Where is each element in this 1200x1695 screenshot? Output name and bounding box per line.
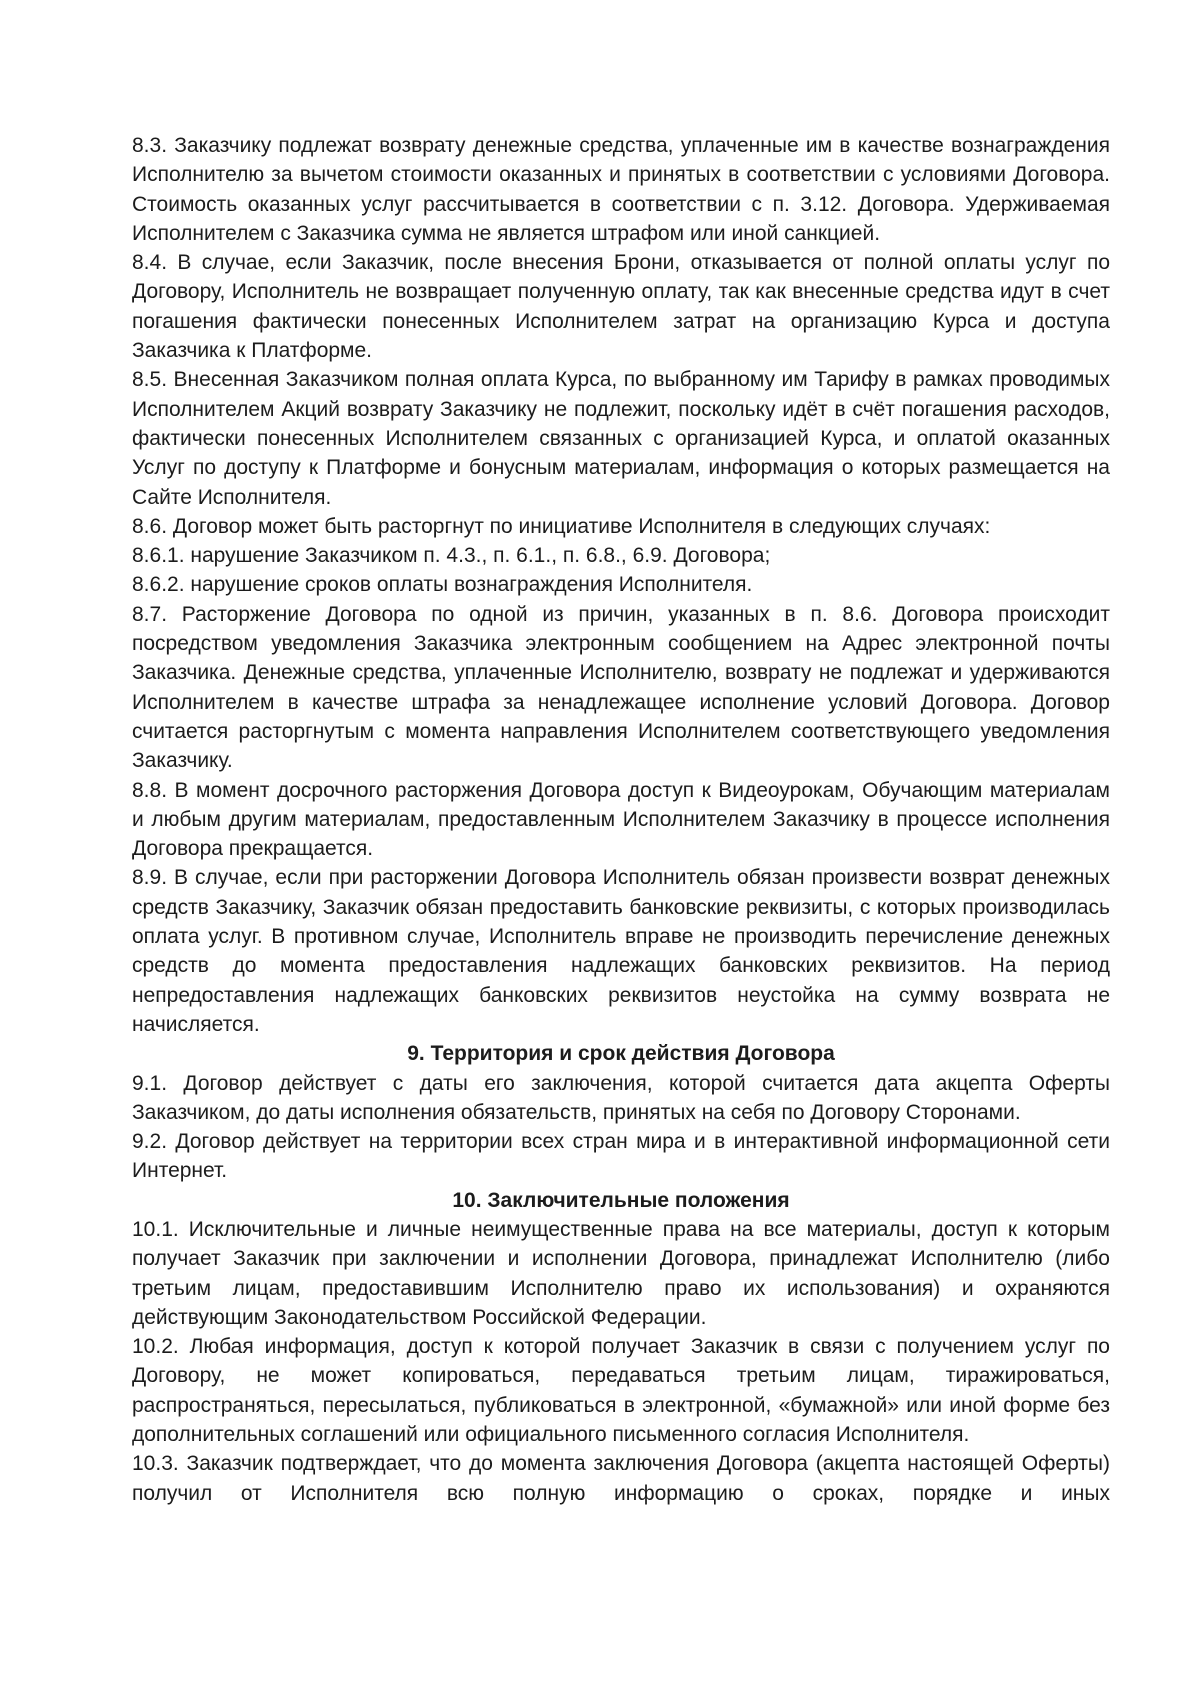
paragraph-9-2: 9.2. Договор действует на территории всех стран мира и в интерактивной информационной сети Интернет. [132,1130,1110,1183]
paragraph-8-5: 8.5. Внесенная Заказчиком полная оплата Курса, по выбранному им Тарифу в рамках проводимых Исполнителем Акций возврату Заказчику не подлежит, поскольку идёт в счёт погашения расходов, фактически понесенных Исполнителем связанных с организацией Курса, и оплатой оказанных Услуг по доступу к Платформе и бонусным материалам, информация о которых размещается на Сайте Исполнителя. [132,368,1110,509]
paragraph-8-9: 8.9. В случае, если при расторжении Договора Исполнитель обязан произвести возврат денежных средств Заказчику, Заказчик обязан предоставить банковские реквизиты, с которых производилась оплата услуг. В противном случае, Исполнитель вправе не производить перечисление денежных средств до момента предоставления надлежащих банковских реквизитов. На период непредоставления надлежащих банковских реквизитов неустойка на сумму возврата не начисляется. [132,866,1110,1036]
paragraph-10-1: 10.1. Исключительные и личные неимущественные права на все материалы, доступ к которым получает Заказчик при заключении и исполнении Договора, принадлежат Исполнителю (либо третьим лицам, предоставившим Исполнителю право их использования) и охраняются действующим Законодательством Российской Федерации. [132,1217,1110,1329]
paragraph-8-8: 8.8. В момент досрочного расторжения Договора доступ к Видеоурокам, Обучающим материалам и любым другим материалам, предоставленным Исполнителем Заказчику в процессе исполнения Договора прекращается. [132,778,1110,861]
section-heading-9: 9. Территория и срок действия Договора [407,1042,835,1066]
document-page [132,131,1110,1508]
paragraph-8-3: 8.3. Заказчику подлежат возврату денежные средства, уплаченные им в качестве вознаграждения Исполнителю за вычетом стоимости оказанных и принятых в соответствии с условиями Договора. Стоимость оказанных услуг рассчитывается в соответствии с п. 3.12. Договора. Удерживаемая Исполнителем с Заказчика сумма не является штрафом или иной санкцией. [132,134,1110,245]
paragraph-8-6-1: 8.6.1. нарушение Заказчиком п. 4.3., п. 6.1., п. 6.8., 6.9. Договора; [132,544,771,568]
paragraph-8-7: 8.7. Расторжение Договора по одной из причин, указанных в п. 8.6. Договора происходит посредством уведомления Заказчика электронным сообщением на Адрес электронной почты Заказчика. Денежные средства, уплаченные Исполнителю, возврату не подлежат и удерживаются Исполнителем в качестве штрафа за ненадлежащее исполнение условий Договора. Договор считается расторгнутым с момента направления Исполнителем соответствующего уведомления Заказчику. [132,602,1110,773]
paragraph-10-3: 10.3. Заказчик подтверждает, что до момента заключения Договора (акцепта настоящей Оферты) получил от Исполнителя всю полную информацию о сроках, порядке и иных [132,1452,1110,1505]
paragraph-8-4: 8.4. В случае, если Заказчик, после внесения Брони, отказывается от полной оплаты услуг по Договору, Исполнитель не возвращает полученную оплату, так как внесенные средства идут в счет погашения фактически понесенных Исполнителем затрат на организацию Курса и доступа Заказчика к Платформе. [132,251,1110,363]
paragraph-8-6-2: 8.6.2. нарушение сроков оплаты вознаграждения Исполнителя. [132,573,753,597]
paragraph-10-2: 10.2. Любая информация, доступ к которой получает Заказчик в связи с получением услуг по Договору, не может копироваться, передаваться третьим лицам, тиражироваться, распространяться, пересылаться, публиковаться в электронной, «бумажной» или иной форме без дополнительных соглашений или официального письменного согласия Исполнителя. [132,1335,1110,1447]
section-heading-10: 10. Заключительные положения [452,1188,790,1212]
paragraph-9-1: 9.1. Договор действует с даты его заключения, которой считается дата акцепта Оферты Заказчиком, до даты исполнения обязательств, принятых на себя по Договору Сторонами. [132,1071,1110,1124]
paragraph-8-6: 8.6. Договор может быть расторгнут по инициативе Исполнителя в следующих случаях: [132,514,991,538]
